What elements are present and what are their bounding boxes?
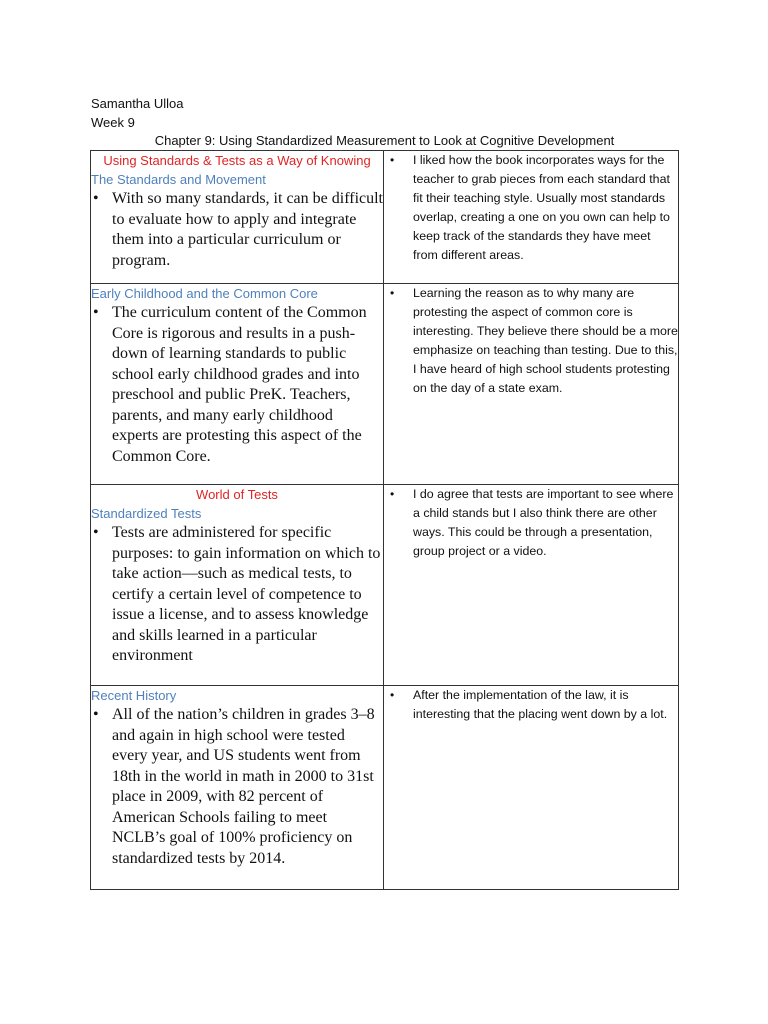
- notes-cell: [91, 485, 384, 686]
- table-row: [91, 686, 679, 890]
- subsection-heading: The Standards and Movement: [91, 172, 266, 187]
- table-row: [91, 151, 679, 284]
- response-cell: [384, 284, 679, 485]
- response-item: • After the implementation of the law, it is interesting that the placing went down by a lot.: [384, 686, 678, 724]
- notes-list: [91, 705, 383, 869]
- response-cell: [384, 485, 679, 686]
- week-label: Week 9: [91, 115, 135, 130]
- response-list: [384, 151, 678, 265]
- subsection-heading: Standardized Tests: [91, 506, 202, 521]
- document-header: [91, 94, 184, 132]
- notes-table: [90, 150, 679, 890]
- response-list: [384, 686, 678, 724]
- response-list: [384, 485, 678, 561]
- response-cell: [384, 686, 679, 890]
- author-name: Samantha Ulloa: [91, 96, 184, 111]
- notes-list: [91, 303, 383, 467]
- chapter-title: Chapter 9: Using Standardized Measurement to Look at Cognitive Development: [154, 133, 615, 148]
- note-item: • The curriculum content of the Common Core is rigorous and results in a push-down of learning standards to public school early childhood grades and into preschool and public PreK. Teachers, parents, and many early childhood experts are protesting this aspect of the Common Core.: [91, 303, 383, 467]
- section-heading: World of Tests: [196, 487, 278, 502]
- notes-cell: [91, 151, 384, 284]
- note-item: • Tests are administered for specific purposes: to gain information on which to take action—such as medical tests, to certify a certain level of competence to issue a license, and to assess knowledge and skills learned in a particular environment: [91, 523, 383, 667]
- notes-list: [91, 523, 383, 667]
- response-item: • I liked how the book incorporates ways for the teacher to grab pieces from each standard that fit their teaching style. Usually most standards overlap, creating a one on you own can help to keep track of the standards they have meet from different areas.: [384, 151, 678, 265]
- note-item: • All of the nation’s children in grades 3–8 and again in high school were tested every year, and US students went from 18th in the world in math in 2000 to 31st place in 2009, with 82 percent of American Schools failing to meet NCLB’s goal of 100% proficiency on standardized tests by 2014.: [91, 705, 383, 869]
- table-row: [91, 485, 679, 686]
- notes-cell: [91, 686, 384, 890]
- subsection-heading: Recent History: [91, 688, 177, 703]
- response-item: • Learning the reason as to why many are protesting the aspect of common core is interesting. They believe there should be a more emphasize on teaching than testing. Due to this, I have heard of high school students protesting on the day of a state exam.: [384, 284, 678, 398]
- response-list: [384, 284, 678, 398]
- notes-list: [91, 189, 383, 271]
- response-item: • I do agree that tests are important to see where a child stands but I also think there are other ways. This could be through a presentation, group project or a video.: [384, 485, 678, 561]
- note-item: • With so many standards, it can be difficult to evaluate how to apply and integrate them into a particular curriculum or program.: [91, 189, 383, 271]
- subsection-heading: Early Childhood and the Common Core: [91, 286, 318, 301]
- section-heading: Using Standards & Tests as a Way of Knowing: [103, 153, 371, 168]
- notes-cell: [91, 284, 384, 485]
- table-row: [91, 284, 679, 485]
- response-cell: [384, 151, 679, 284]
